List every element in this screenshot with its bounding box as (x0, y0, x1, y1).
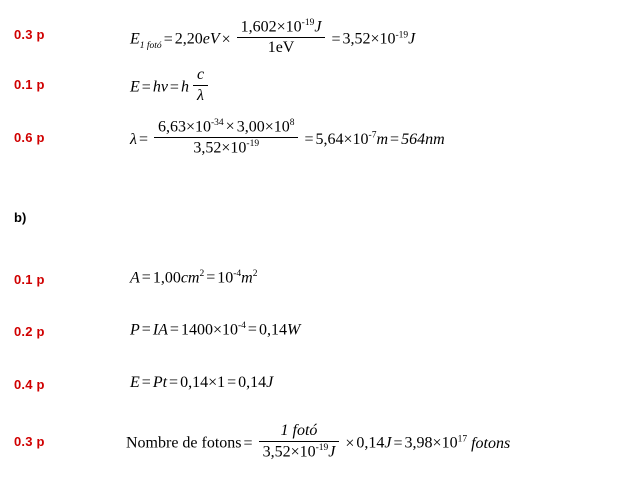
numerator-value: 1,602×10 (240, 17, 302, 35)
fraction-denominator (154, 137, 299, 158)
area-value: 1,00 (152, 269, 181, 287)
expr-Pt: Pt (152, 374, 168, 391)
numerator-unit: J (314, 17, 322, 35)
equation-wavelength: λ = $\frac{6,63\times 10^{-34} \times 3,00\times 10^8}{3,52\times 10^{-19}}$ = $5,64\times 10^{-7}m = 564nm$ (130, 117, 445, 157)
denominator-value: 3,52×10 (193, 139, 247, 157)
points-label: 0.1 p (14, 272, 45, 287)
symbol-E: E (130, 374, 140, 391)
points-label: 0.2 p (14, 324, 45, 339)
equation-power: P = IA = $1400\times 10^{-4} = 0,14W$ (130, 321, 301, 339)
denominator-exponent: -19 (246, 139, 260, 150)
result-value: 3,52×10 (342, 30, 396, 48)
equation-photon-count: Nombre de fotons = $\frac{\text{1 fotó}}{3,52\times 10^{-19}J}$ × $0,14J = 3,98\times 10^{17}$ fotons (126, 421, 511, 461)
result-exponent: -7 (368, 130, 377, 141)
symbol-E: E (130, 30, 140, 48)
area-unit: cm (180, 269, 200, 287)
denominator-unit: J (328, 443, 336, 461)
symbol-P: P (130, 321, 140, 339)
photon-count-unit: fotons (471, 434, 511, 452)
symbol-E: E (130, 78, 140, 96)
symbol-h: h (180, 78, 189, 96)
denominator-value: 3,52×10 (262, 443, 316, 461)
equation-photon-energy: $E_{1 fotó} = 2,20eV$ × $\frac{1,602\times 10^{-19}J}{1eV}$ = $3,52\times 10^{-19}J$ (130, 17, 416, 57)
fraction-numerator: c (196, 65, 205, 83)
symbol-A: A (130, 269, 140, 287)
energy-result-unit: J (266, 374, 274, 391)
numerator-term-a: 6,63×10 (157, 117, 211, 135)
numerator-term-b-exponent: 8 (289, 117, 295, 128)
equation-planck-relation: E = hν = h $\frac{c}{\lambda}$ (130, 68, 212, 108)
result-value: 5,64×10 (315, 130, 369, 148)
points-label: 0.3 p (14, 434, 45, 449)
photon-count-exponent: 17 (457, 434, 468, 445)
fraction-ev-to-joule (237, 18, 326, 58)
result-unit: J (408, 30, 416, 48)
label-nombre-de-fotons: Nombre de fotons (126, 434, 242, 452)
value-ev: 2,20 (174, 30, 203, 48)
subscript-1foto: 1 fotó (139, 40, 162, 51)
fraction-numerator (237, 18, 326, 38)
fraction-c-over-lambda (193, 66, 208, 106)
photon-count-result: 3,98×10 (404, 434, 458, 452)
multiplier-value: 0,14 (356, 434, 385, 452)
area-result-unit: m (241, 269, 253, 287)
points-label: 0.6 p (14, 130, 45, 145)
multiplier-unit: J (384, 434, 392, 452)
points-label: 0.3 p (14, 27, 45, 42)
area-unit-exponent: 2 (199, 269, 205, 279)
points-label: 0.4 p (14, 377, 45, 392)
result-unit: m (376, 130, 389, 148)
numerator-term-a-exponent: -34 (211, 117, 224, 128)
points-label: 0.1 p (14, 77, 45, 92)
numerator-exponent: -19 (301, 17, 315, 28)
numerator-term-b: 3,00×10 (236, 117, 290, 135)
fraction-photon-per-joule (259, 422, 340, 462)
fraction-numerator: $6,63\times 10^{-34} \times 3,00\times 10^8$ (157, 117, 295, 135)
energy-result: 0,14 (238, 374, 267, 391)
fraction-denominator (237, 37, 326, 57)
denominator-exponent: -19 (315, 443, 329, 453)
power-result-unit: W (286, 321, 301, 339)
fraction-numerator: 1 fotó (280, 421, 318, 439)
area-result-exponent: -4 (233, 269, 242, 279)
result-nm: 564nm (401, 130, 445, 148)
denominator-value: 1eV (267, 39, 295, 57)
section-label-b: b) (14, 210, 27, 225)
result-exponent: -19 (395, 30, 409, 41)
unit-ev: eV (202, 30, 220, 48)
symbol-lambda: λ (130, 130, 137, 148)
expr-h-nu: hν (152, 78, 168, 96)
energy-value: 0,14×1 (180, 374, 226, 391)
equation-energy-time: E = Pt = 0,14×1 = 0,14J (130, 374, 274, 391)
power-value-exponent: -4 (237, 321, 246, 331)
equation-area: $A = 1,00cm^2 = 10^{-4}m^2$ (130, 269, 258, 287)
fraction-denominator: λ (193, 85, 208, 105)
fraction-wavelength (154, 118, 299, 158)
fraction-denominator (259, 441, 340, 462)
area-result-unit-exponent: 2 (252, 269, 258, 279)
power-value: 1400×10 (180, 321, 238, 339)
area-result: 10 (217, 269, 234, 287)
expr-IA: IA (152, 321, 168, 339)
power-result: 0,14 (258, 321, 287, 339)
